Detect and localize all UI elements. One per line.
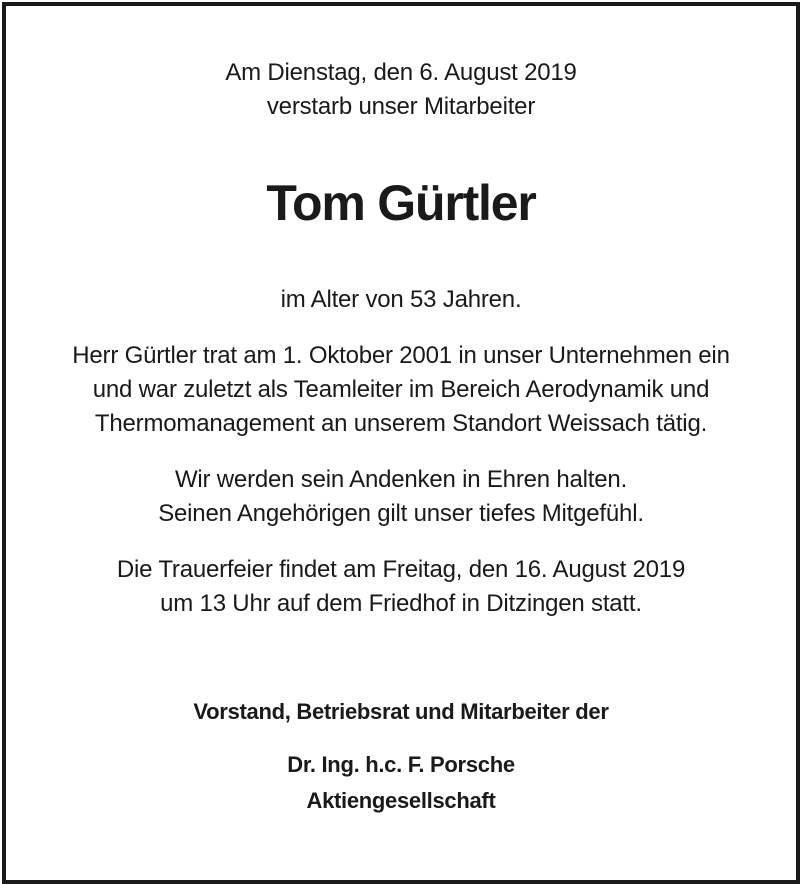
signature-company-line-1: Dr. Ing. h.c. F. Porsche <box>287 752 515 777</box>
obituary-notice-frame <box>2 2 800 884</box>
funeral-line-2: um 13 Uhr auf dem Friedhof in Ditzingen statt. <box>160 590 642 617</box>
intro-died-line: verstarb unser Mitarbeiter <box>266 93 536 120</box>
intro-date-line: Am Dienstag, den 6. August 2019 <box>225 59 577 86</box>
career-line-3: Thermomanagement an unserem Standort Weissach tätig. <box>94 410 708 437</box>
obituary-content <box>6 6 796 880</box>
career-line-1: Herr Gürtler trat am 1. Oktober 2001 in unser Unternehmen ein <box>72 342 730 369</box>
deceased-name: Tom Gürtler <box>266 175 536 231</box>
remembrance-line-2: Seinen Angehörigen gilt unser tiefes Mitgefühl. <box>158 500 644 527</box>
funeral-line-1: Die Trauerfeier findet am Freitag, den 16. August 2019 <box>116 556 686 583</box>
signature-group: Vorstand, Betriebsrat und Mitarbeiter der <box>193 699 609 724</box>
remembrance-line-1: Wir werden sein Andenken in Ehren halten. <box>174 466 628 493</box>
age-line: im Alter von 53 Jahren. <box>280 286 522 313</box>
career-line-2: und war zuletzt als Teamleiter im Bereich Aerodynamik und <box>92 376 710 403</box>
signature-company-line-2: Aktiengesellschaft <box>306 788 496 813</box>
